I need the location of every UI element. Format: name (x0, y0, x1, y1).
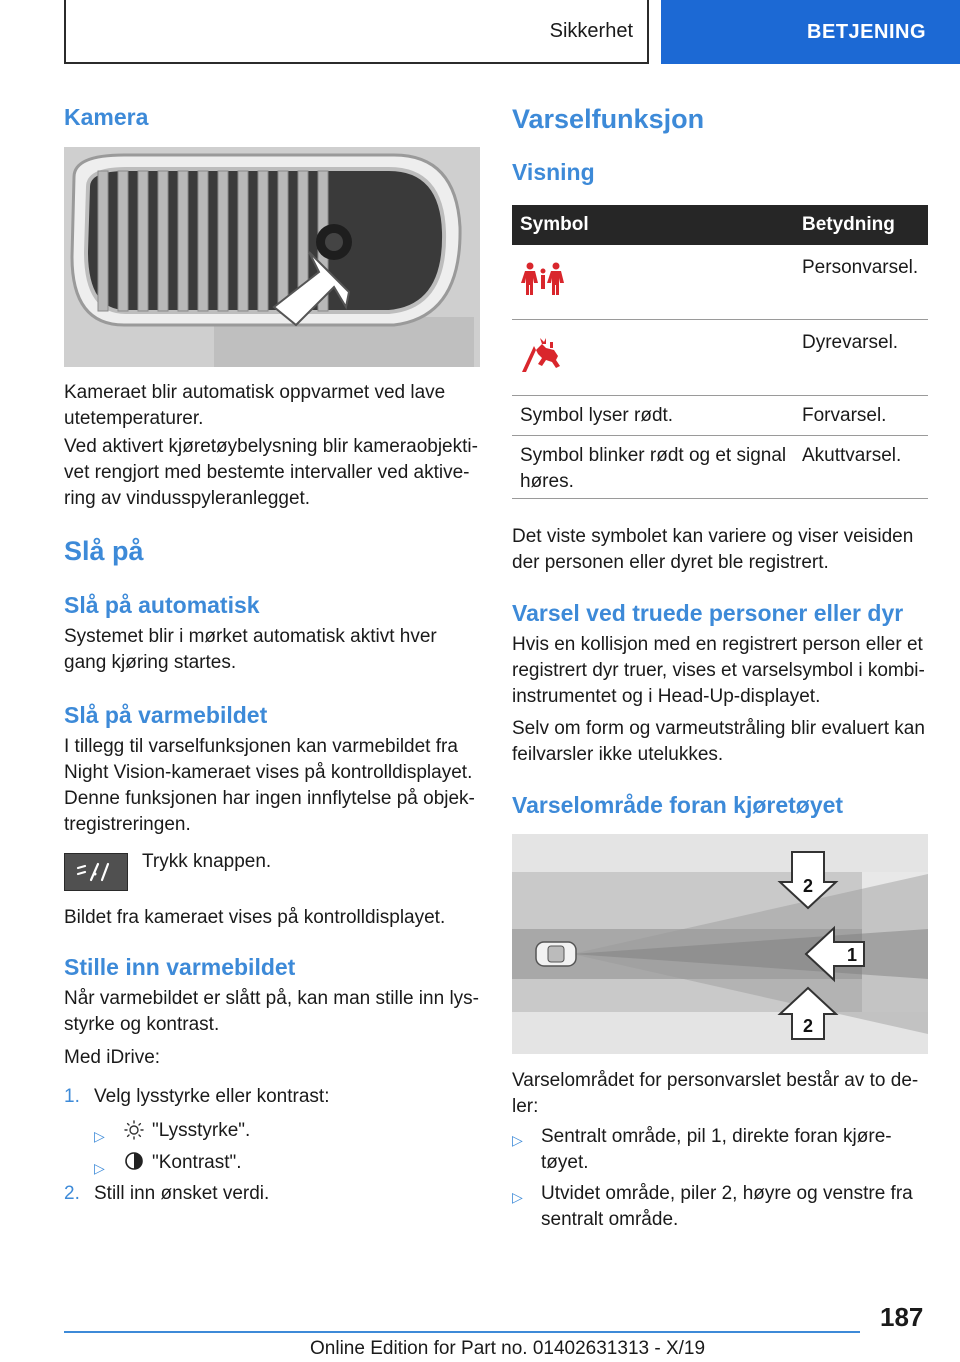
omrade-line-1: Varselområdet for personvarslet består av to de- (512, 1070, 919, 1091)
camera-heading: Kamera (64, 104, 149, 130)
row-4-symbol-line-1: Symbol blinker rødt og et signal (520, 445, 787, 466)
table-header (512, 205, 928, 245)
header-chapter-label: BETJENING (807, 20, 926, 43)
row-4-meaning: Akuttvarsel. (802, 445, 902, 466)
row-3-meaning: Forvarsel. (802, 405, 887, 426)
header-section-label: Sikkerhet (549, 19, 633, 42)
step-2-number: 2. (64, 1183, 80, 1204)
varsel-line-2: registrert dyr truer, vises et varselsymbol i kombi- (512, 660, 925, 681)
table-row (512, 436, 928, 499)
stille-inn-heading: Stille inn varmebildet (64, 954, 296, 980)
camera-paragraph-2-line-2: vet rengjort med bestemte intervaller ved aktive- (64, 462, 470, 483)
step-1-text: Velg lysstyrke eller kontrast: (94, 1086, 330, 1107)
step-1-number: 1. (64, 1086, 80, 1107)
table-header-meaning: Betydning (802, 214, 895, 235)
step-2-text: Still inn ønsket verdi. (94, 1183, 270, 1204)
person-warning-icon (520, 261, 566, 299)
bullet-2-line-1: Utvidet område, piler 2, høyre og venstre fra (541, 1183, 913, 1204)
auto-line-2: gang kjøring startes. (64, 652, 237, 673)
selv-line-2: feilvarsler ikke utelukkes. (512, 744, 724, 765)
row-4-symbol-line-2: høres. (520, 471, 574, 492)
stille-line-2: styrke og kontrast. (64, 1014, 220, 1035)
image-shown-text: Bildet fra kameraet vises på kontrolldisplayet. (64, 907, 446, 928)
viste-line-1: Det viste symbolet kan variere og viser veisiden (512, 526, 914, 547)
sla-pa-varme-heading: Slå på varmebildet (64, 702, 268, 728)
varme-line-2: Night Vision-kameraet vises på kontrolldisplayet. (64, 762, 473, 783)
sla-pa-auto-heading: Slå på automatisk (64, 592, 260, 618)
omrade-line-2: ler: (512, 1096, 539, 1117)
header-section-tab (64, 0, 649, 64)
brightness-icon (124, 1120, 144, 1140)
varme-line-3: Denne funksjonen har ingen innflytelse på objek- (64, 788, 475, 809)
night-vision-icon (74, 860, 118, 884)
night-vision-button[interactable] (64, 853, 128, 891)
row-3-symbol: Symbol lyser rødt. (520, 405, 674, 426)
camera-paragraph-2-line-1: Ved aktivert kjøretøybelysning blir kameraobjekti- (64, 436, 478, 457)
diagram-label-1: 1 (846, 945, 858, 965)
row-1-meaning: Personvarsel. (802, 257, 919, 278)
visning-heading: Visning (512, 159, 595, 185)
stille-line-1: Når varmebildet er slått på, kan man stille inn lys- (64, 988, 479, 1009)
header-chapter-tab (661, 0, 960, 64)
omrade-heading: Varselområde foran kjøretøyet (512, 792, 844, 818)
contrast-icon (124, 1151, 144, 1171)
sub-1-bullet: ▷ (94, 1128, 105, 1144)
footer-divider (64, 1331, 860, 1333)
med-idrive-text: Med iDrive: (64, 1047, 161, 1068)
table-header-symbol: Symbol (520, 214, 589, 235)
varme-line-4: tregistreringen. (64, 814, 191, 835)
row-2-meaning: Dyrevarsel. (802, 332, 899, 353)
camera-paragraph-2-line-3: ring av vindusspyleranlegget. (64, 488, 311, 509)
animal-warning-icon (520, 336, 566, 374)
press-button-text: Trykk knappen. (142, 851, 272, 872)
warning-area-diagram (512, 834, 928, 1054)
bullet-2-line-2: sentralt område. (541, 1209, 679, 1230)
camera-grille-illustration (64, 147, 480, 367)
bullet-1-marker: ▷ (512, 1132, 523, 1148)
diagram-label-2-top: 2 (802, 876, 814, 896)
sub-2-bullet: ▷ (94, 1160, 105, 1176)
camera-paragraph-1: Kameraet blir automatisk oppvarmet ved lave utetemperaturer. (64, 382, 446, 429)
symbol-table (512, 205, 928, 499)
page-number: 187 (880, 1302, 924, 1332)
varsel-line-3: instrumentet og i Head-Up-displayet. (512, 686, 821, 707)
varsel-line-1: Hvis en kollisjon med en registrert person eller et (512, 634, 923, 655)
bullet-1-line-1: Sentralt område, pil 1, direkte foran kjøre- (541, 1126, 892, 1147)
sub-1-text: "Lysstyrke". (152, 1120, 251, 1141)
selv-line-1: Selv om form og varmeutstråling blir evaluert kan (512, 718, 925, 739)
auto-line-1: Systemet blir i mørket automatisk aktivt hver (64, 626, 437, 647)
table-row (512, 320, 928, 396)
table-row (512, 396, 928, 436)
bullet-2-marker: ▷ (512, 1189, 523, 1205)
footer-edition: Online Edition for Part no. 01402631313 - X/19 (310, 1338, 706, 1359)
table-row (512, 245, 928, 320)
varme-line-1: I tillegg til varselfunksjonen kan varmebildet fra (64, 736, 458, 757)
viste-line-2: der personen eller dyret ble registrert. (512, 552, 829, 573)
varsel-heading: Varsel ved truede personer eller dyr (512, 600, 904, 626)
bullet-1-line-2: tøyet. (541, 1152, 589, 1173)
varselfunksjon-heading: Varselfunksjon (512, 104, 705, 134)
diagram-label-2-bottom: 2 (802, 1016, 814, 1036)
car-icon (536, 942, 576, 966)
sla-pa-heading: Slå på (64, 536, 144, 566)
sub-2-text: "Kontrast". (152, 1152, 242, 1173)
